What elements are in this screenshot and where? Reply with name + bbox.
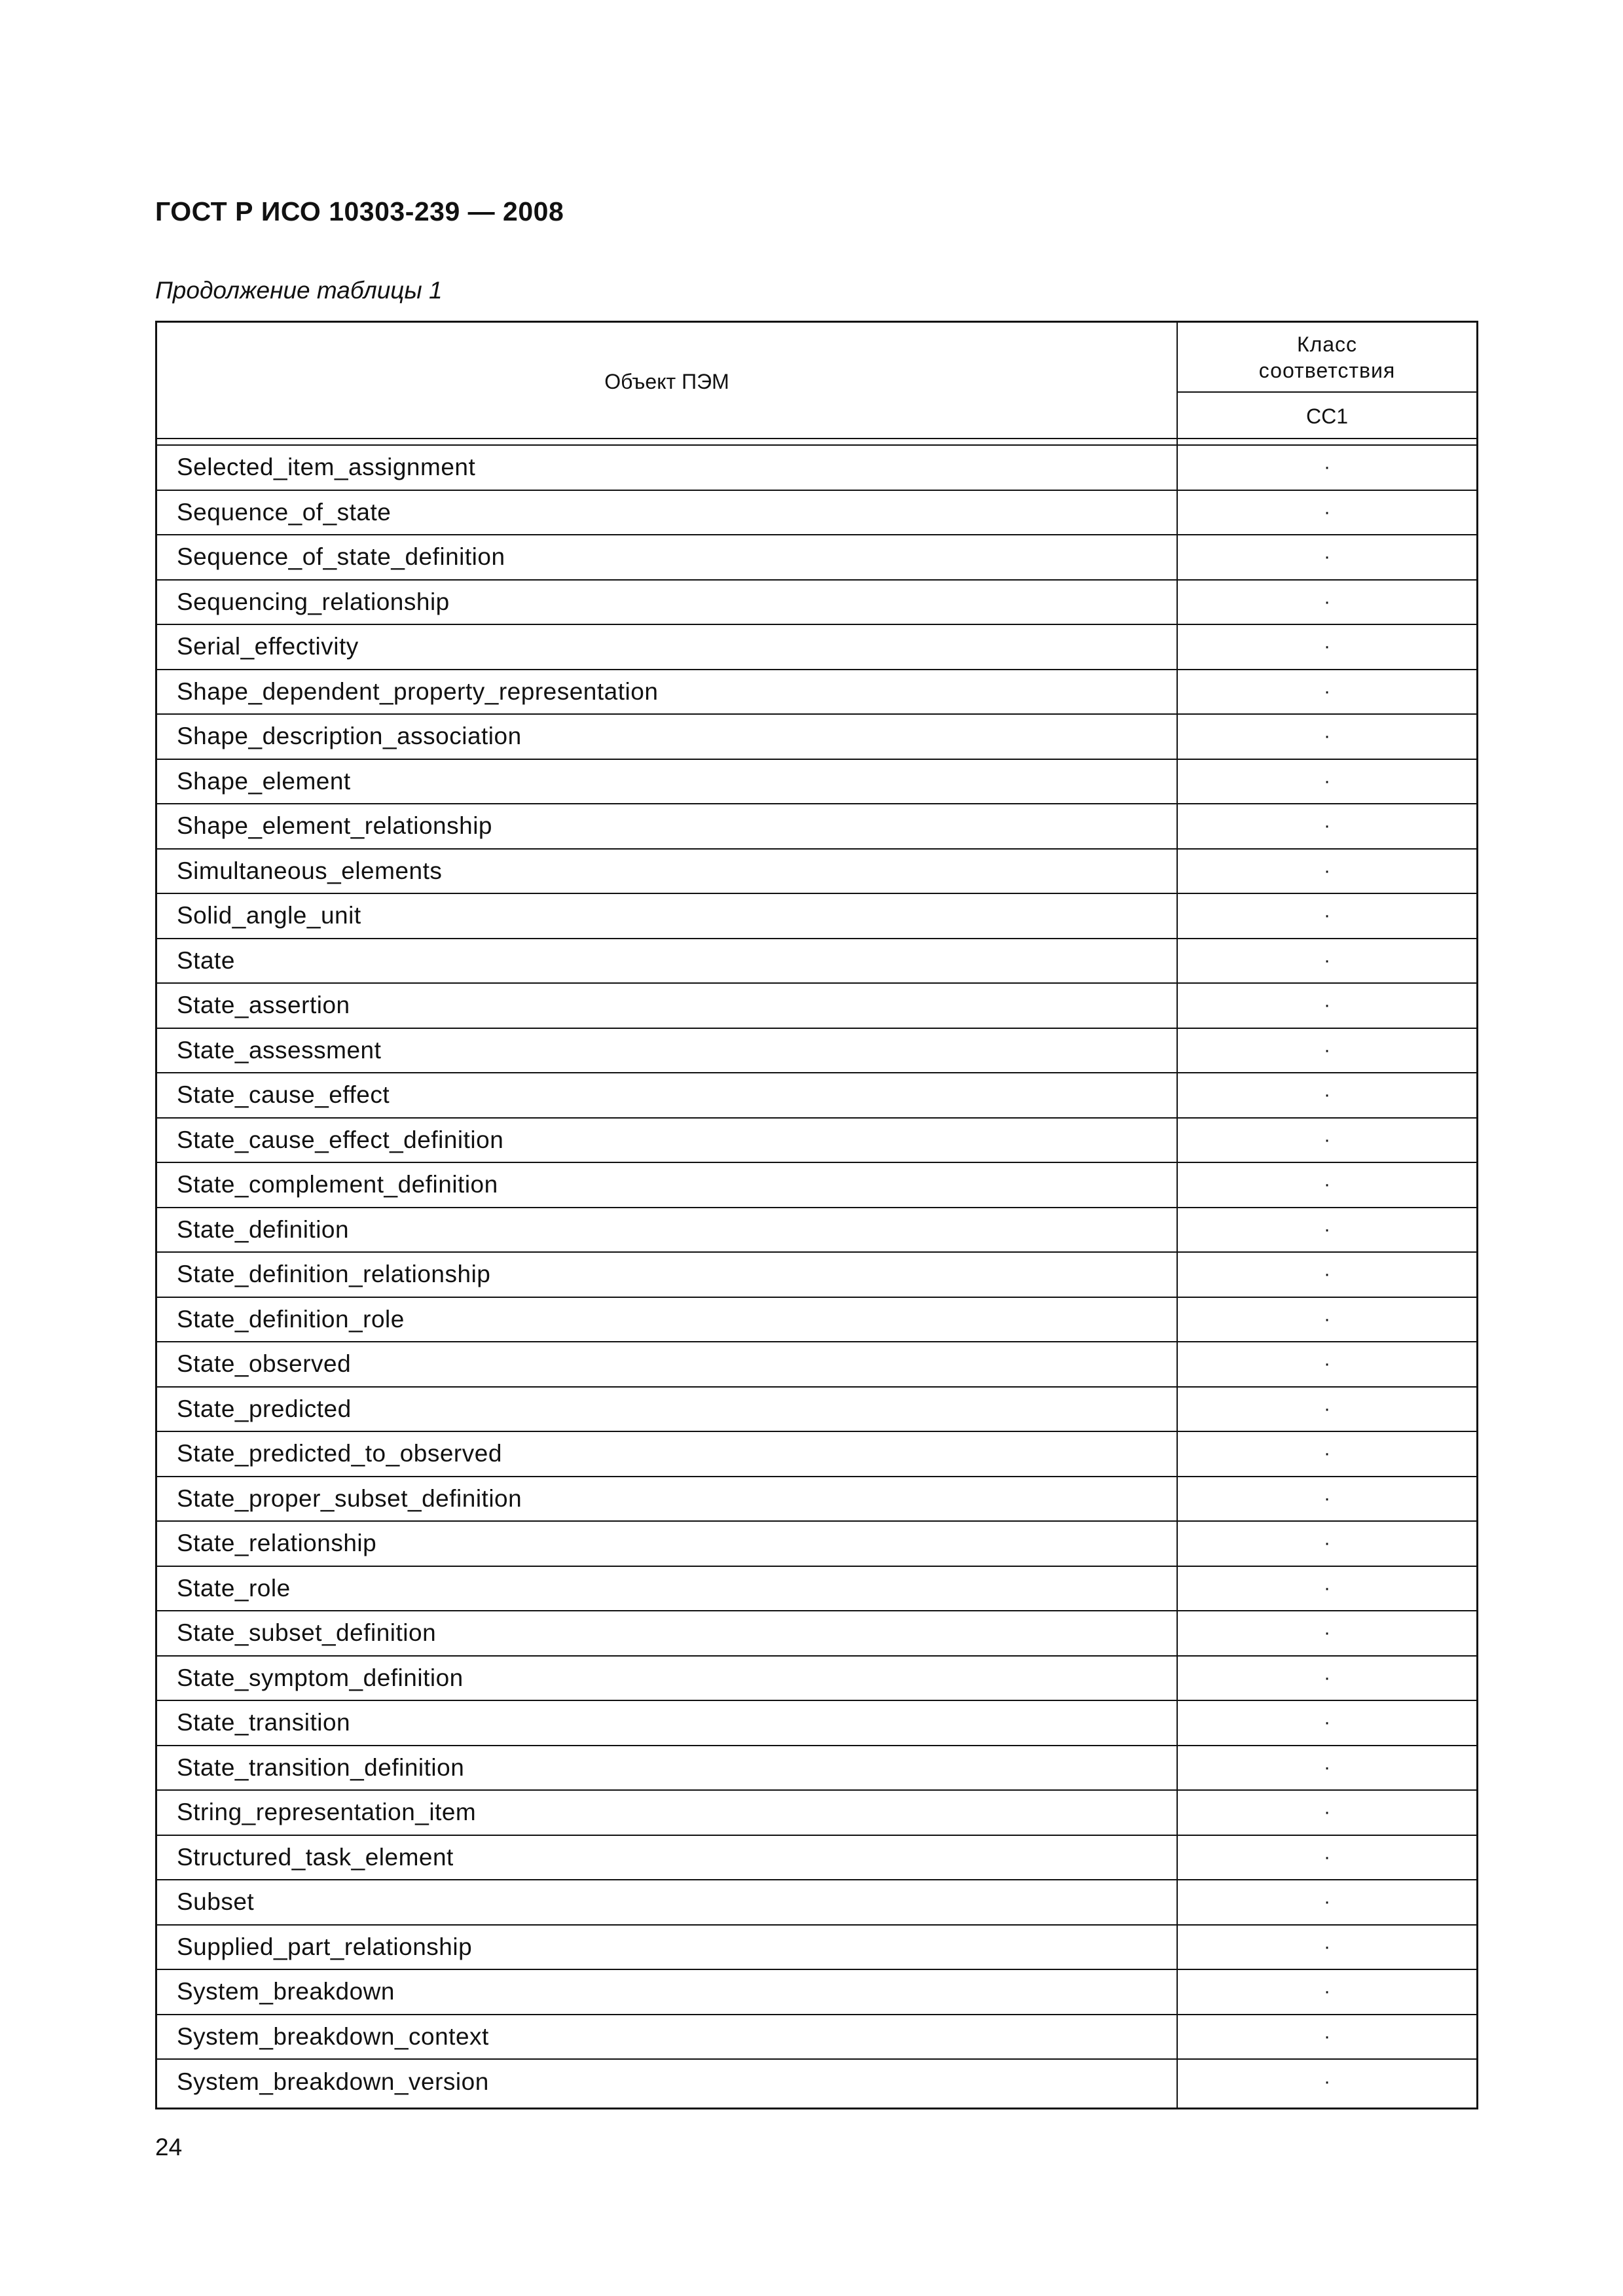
cc1-mark-cell: · — [1324, 1532, 1330, 1554]
page-number: 24 — [155, 2134, 183, 2161]
object-name-cell: State_definition_relationship — [177, 1261, 491, 1288]
table-row — [157, 1029, 1476, 1074]
cc1-mark-cell: · — [1324, 1891, 1330, 1913]
object-name-cell: State_predicted_to_observed — [177, 1440, 502, 1467]
cc1-mark-cell: · — [1324, 1218, 1330, 1240]
table-row — [157, 1611, 1476, 1657]
object-name-cell: State_transition_definition — [177, 1753, 465, 1781]
table-row — [157, 984, 1476, 1029]
table-row — [157, 2015, 1476, 2060]
object-name-cell: Sequence_of_state_definition — [177, 543, 505, 571]
cc1-mark-cell: · — [1324, 1487, 1330, 1509]
object-name-cell: Sequence_of_state — [177, 498, 392, 526]
cc1-mark-cell: · — [1324, 1846, 1330, 1868]
cc1-mark-cell: · — [1324, 1666, 1330, 1689]
cc1-mark-cell: · — [1324, 1263, 1330, 1285]
object-name-cell: State_cause_effect — [177, 1081, 390, 1109]
table-row — [157, 1970, 1476, 2015]
object-name-cell: Structured_task_element — [177, 1843, 454, 1871]
object-name-cell: State_relationship — [177, 1530, 377, 1557]
header-double-divider — [157, 438, 1476, 446]
cc1-mark-cell: · — [1324, 770, 1330, 792]
table-row — [157, 491, 1476, 536]
table-row — [157, 1567, 1476, 1612]
table-row — [157, 2060, 1476, 2105]
cc1-mark-cell: · — [1324, 1577, 1330, 1599]
header-object-label: Объект ПЭМ — [604, 369, 729, 393]
object-name-cell: Shape_description_association — [177, 723, 522, 750]
cc1-mark-cell: · — [1324, 1622, 1330, 1644]
object-name-cell: State_cause_effect_definition — [177, 1126, 504, 1153]
object-name-cell: System_breakdown_context — [177, 2022, 489, 2050]
table-row — [157, 670, 1476, 715]
table-row — [157, 715, 1476, 760]
object-name-cell: State_subset_definition — [177, 1619, 437, 1647]
cc1-mark-cell: · — [1324, 1174, 1330, 1196]
table-row — [157, 760, 1476, 805]
object-name-cell: State_proper_subset_definition — [177, 1484, 522, 1512]
table-row — [157, 1926, 1476, 1971]
object-name-cell: Serial_effectivity — [177, 633, 359, 660]
table-row — [157, 1836, 1476, 1881]
table-row — [157, 1746, 1476, 1791]
cc1-mark-cell: · — [1324, 1935, 1330, 1958]
cc1-mark-cell: · — [1324, 636, 1330, 658]
object-name-cell: Sequencing_relationship — [177, 588, 450, 615]
table-row — [157, 1253, 1476, 1298]
object-name-cell: State_assessment — [177, 1036, 382, 1064]
table-row — [157, 1388, 1476, 1433]
header-class-label-line1: Класс — [1296, 332, 1358, 356]
object-name-cell: State_predicted — [177, 1395, 352, 1422]
cc1-mark-cell: · — [1324, 1397, 1330, 1420]
header-class-label-line2: соответствия — [1258, 358, 1396, 382]
table-row — [157, 1522, 1476, 1567]
table-row — [157, 1119, 1476, 1164]
table-row — [157, 1208, 1476, 1253]
object-name-cell: System_breakdown_version — [177, 2068, 489, 2096]
object-name-cell: Simultaneous_elements — [177, 857, 443, 884]
cc1-mark-cell: · — [1324, 949, 1330, 971]
conformance-table — [155, 321, 1478, 2109]
cc1-mark-cell: · — [1324, 1084, 1330, 1106]
cc1-mark-cell: · — [1324, 2071, 1330, 2093]
table-row — [157, 535, 1476, 581]
object-name-cell: State_observed — [177, 1350, 352, 1378]
table-row — [157, 1298, 1476, 1343]
header-cc1-label: CC1 — [1305, 404, 1348, 428]
object-name-cell: State_assertion — [177, 992, 350, 1019]
object-name-cell: System_breakdown — [177, 1978, 395, 2005]
object-name-cell: String_representation_item — [177, 1799, 477, 1826]
table-row — [157, 1880, 1476, 1926]
table-row — [157, 1432, 1476, 1477]
cc1-mark-cell: · — [1324, 1353, 1330, 1375]
header-cc1-column — [1178, 393, 1476, 440]
document-title: ГОСТ Р ИСО 10303-239 — 2008 — [155, 196, 564, 226]
table-row — [157, 939, 1476, 984]
cc1-mark-cell: · — [1324, 1039, 1330, 1061]
table-row — [157, 1342, 1476, 1388]
table-row — [157, 1791, 1476, 1836]
cc1-mark-cell: · — [1324, 1443, 1330, 1465]
object-name-cell: State_definition_role — [177, 1305, 405, 1333]
header-object-column — [157, 323, 1176, 440]
object-name-cell: Supplied_part_relationship — [177, 1933, 473, 1960]
object-name-cell: State_complement_definition — [177, 1171, 498, 1198]
cc1-mark-cell: · — [1324, 905, 1330, 927]
table-row — [157, 894, 1476, 939]
cc1-mark-cell: · — [1324, 680, 1330, 702]
object-name-cell: Shape_element_relationship — [177, 812, 493, 840]
cc1-mark-cell: · — [1324, 456, 1330, 478]
object-name-cell: Solid_angle_unit — [177, 902, 361, 929]
table-row — [157, 625, 1476, 670]
cc1-mark-cell: · — [1324, 994, 1330, 1016]
object-name-cell: State_symptom_definition — [177, 1664, 464, 1691]
object-name-cell: State_transition — [177, 1709, 351, 1736]
object-name-cell: State_definition — [177, 1215, 350, 1243]
object-name-cell: Subset — [177, 1888, 255, 1916]
object-name-cell: Shape_dependent_property_representation — [177, 677, 659, 705]
cc1-mark-cell: · — [1324, 590, 1330, 613]
cc1-mark-cell: · — [1324, 1981, 1330, 2003]
cc1-mark-cell: · — [1324, 2025, 1330, 2047]
table-row — [157, 446, 1476, 491]
cc1-mark-cell: · — [1324, 815, 1330, 837]
object-name-cell: State — [177, 946, 235, 974]
table-row — [157, 1657, 1476, 1702]
table-row — [157, 1073, 1476, 1119]
object-name-cell: State_role — [177, 1574, 291, 1602]
cc1-mark-cell: · — [1324, 1308, 1330, 1330]
cc1-mark-cell: · — [1324, 1128, 1330, 1151]
table-row — [157, 804, 1476, 850]
table-row — [157, 581, 1476, 626]
table-row — [157, 1163, 1476, 1208]
table-row — [157, 850, 1476, 895]
header-class-column — [1178, 323, 1476, 391]
cc1-mark-cell: · — [1324, 859, 1330, 882]
cc1-mark-cell: · — [1324, 546, 1330, 568]
cc1-mark-cell: · — [1324, 501, 1330, 523]
table-caption: Продолжение таблицы 1 — [155, 277, 443, 304]
cc1-mark-cell: · — [1324, 1801, 1330, 1823]
cc1-mark-cell: · — [1324, 1712, 1330, 1734]
table-row — [157, 1477, 1476, 1522]
object-name-cell: Selected_item_assignment — [177, 454, 476, 481]
table-row — [157, 1701, 1476, 1746]
cc1-mark-cell: · — [1324, 1756, 1330, 1778]
object-name-cell: Shape_element — [177, 767, 351, 795]
table-body — [157, 446, 1476, 2105]
cc1-mark-cell: · — [1324, 725, 1330, 747]
